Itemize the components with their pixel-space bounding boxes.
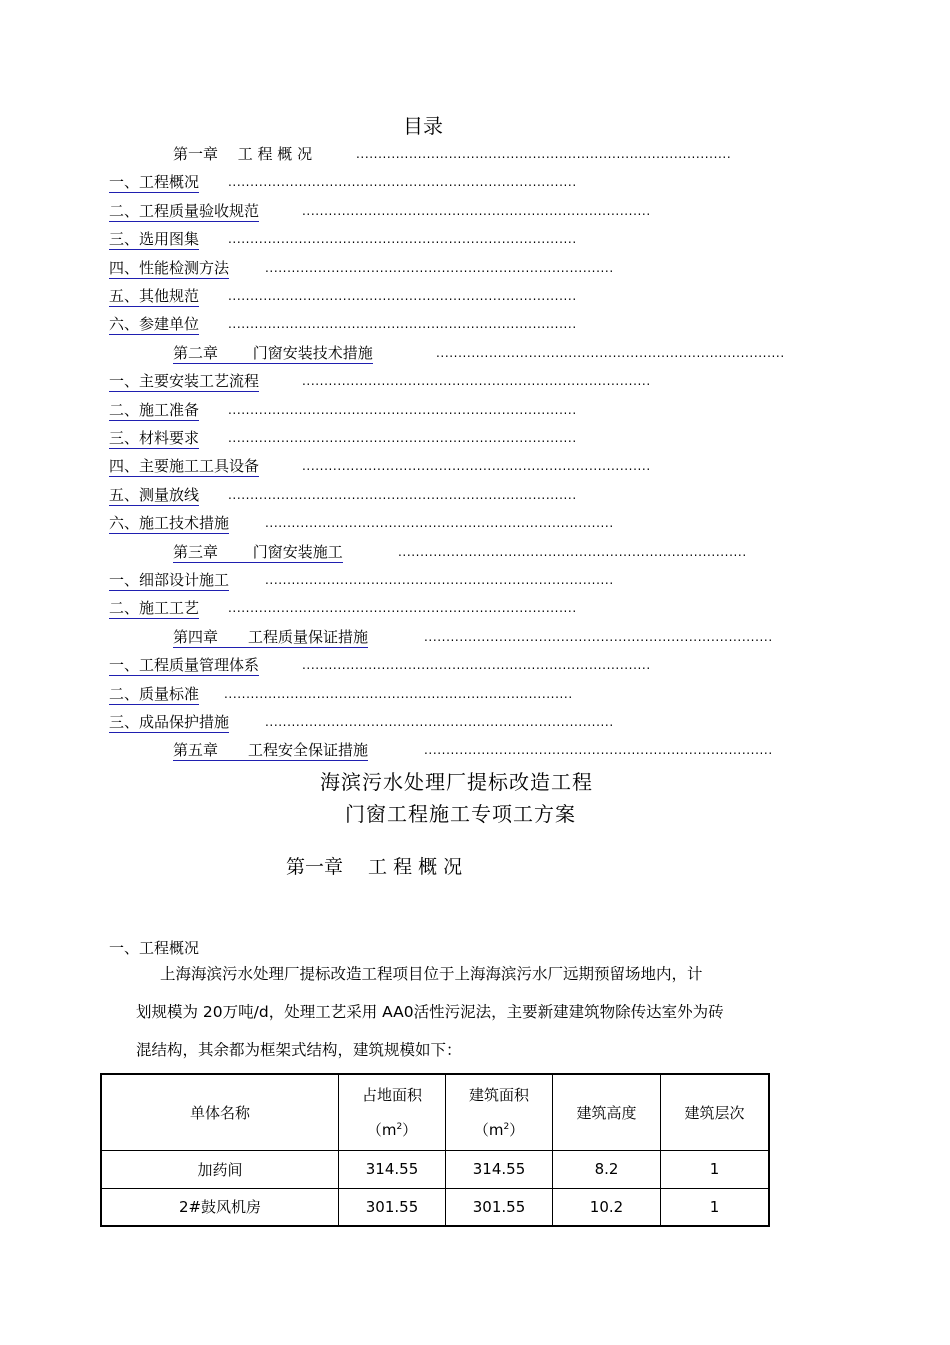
toc-leader-dots: ............................................................................... [302, 459, 651, 474]
paragraph-line: 划规模为 20万吨/d，处理工艺采用 AA0活性污泥法，主要新建建筑物除传达室外为砖 [136, 1003, 724, 1021]
chapter-heading: 第一章 工 程 概 况 [286, 856, 463, 878]
toc-leader-dots: ............................................................................... [265, 516, 614, 531]
toc-leader-dots: ............................................................................... [436, 345, 785, 360]
toc-link[interactable]: 第三章 门窗安装施工 [173, 542, 343, 561]
toc-leader-dots: ............................................................................... [228, 402, 577, 417]
toc-link[interactable]: 六、参建单位 [109, 315, 200, 334]
toc-link[interactable]: 第一章 工 程 概 况 [173, 145, 313, 163]
toc-section-entry[interactable] [109, 485, 577, 506]
header-land-area-unit: $(m^2)$ [366, 1121, 418, 1140]
toc-leader-dots: ............................................................................... [302, 203, 651, 218]
toc-link[interactable]: 三、选用图集 [109, 230, 200, 249]
cell-floor-area: 301.55 [446, 1188, 553, 1226]
header-floor-area [446, 1074, 553, 1150]
cell-land-area: 301.55 [339, 1188, 446, 1226]
toc-section-entry[interactable] [109, 457, 651, 477]
toc-leader-dots: ............................................................................... [228, 232, 577, 247]
cell-land-area: 314.55 [339, 1150, 446, 1188]
cell-height: 8.2 [553, 1150, 661, 1188]
paragraph-line: 混结构，其余都为框架式结构，建筑规模如下： [136, 1041, 462, 1059]
toc-section-entry[interactable] [109, 372, 651, 392]
toc-chapter-entry[interactable] [173, 741, 773, 761]
table-row [101, 1150, 769, 1188]
toc-link[interactable]: 五、其他规范 [109, 287, 200, 305]
cell-height: 10.2 [553, 1188, 661, 1226]
toc-link[interactable]: 五、测量放线 [109, 485, 200, 504]
toc-section-entry[interactable] [109, 571, 614, 591]
toc-section-entry[interactable] [109, 230, 577, 250]
toc-leader-dots: ............................................................................... [228, 317, 577, 332]
toc-leader-dots: ............................................................................... [228, 487, 577, 502]
cell-floors: 1 [661, 1188, 770, 1226]
toc-section-entry[interactable] [109, 258, 614, 279]
toc-section-entry[interactable] [109, 713, 614, 733]
toc-leader-dots: ............................................................................... [224, 686, 573, 701]
header-land-area [339, 1074, 446, 1150]
cell-floors: 1 [661, 1150, 770, 1188]
section-heading: 一、工程概况 [109, 939, 200, 957]
toc-leader-dots: ............................................................................... [228, 601, 577, 616]
toc-section-entry[interactable] [109, 287, 577, 307]
toc-section-entry[interactable] [109, 656, 651, 676]
toc-chapter-entry[interactable] [173, 343, 785, 364]
toc-leader-dots: ............................................................................... [265, 260, 614, 275]
toc-link[interactable]: 一、细部设计施工 [109, 571, 230, 589]
toc-link[interactable]: 三、成品保护措施 [109, 713, 230, 731]
toc-link[interactable]: 二、工程质量验收规范 [109, 201, 260, 220]
cell-name: 加药间 [101, 1150, 339, 1188]
toc-leader-dots: ............................................................................... [228, 175, 577, 190]
toc-link[interactable]: 二、质量标准 [109, 684, 200, 703]
toc-section-entry[interactable] [109, 429, 577, 449]
toc-chapter-entry[interactable] [173, 145, 732, 164]
toc-leader-dots: ..................................................................................... [356, 147, 732, 161]
toc-leader-dots: ............................................................................... [398, 544, 747, 559]
cell-name: 2#鼓风机房 [101, 1188, 339, 1226]
toc-section-entry[interactable] [109, 400, 577, 421]
toc-section-entry[interactable] [109, 173, 577, 193]
toc-link[interactable]: 第五章 工程安全保证措施 [173, 741, 369, 760]
toc-link[interactable]: 一、工程质量管理体系 [109, 656, 260, 675]
toc-chapter-entry[interactable] [173, 542, 747, 563]
toc-link[interactable]: 四、主要施工工具设备 [109, 457, 260, 476]
toc-leader-dots: ............................................................................... [265, 715, 614, 729]
document-title-line2: 门窗工程施工专项工方案 [345, 802, 576, 826]
toc-leader-dots: ............................................................................... [424, 743, 773, 758]
toc-chapter-entry[interactable] [173, 627, 773, 648]
toc-link[interactable]: 二、施工工艺 [109, 599, 200, 618]
toc-leader-dots: ............................................................................... [424, 629, 773, 644]
toc-leader-dots: ............................................................................... [302, 374, 651, 389]
toc-leader-dots: ............................................................................... [228, 289, 577, 303]
toc-leader-dots: ............................................................................... [302, 658, 651, 673]
toc-link[interactable]: 六、施工技术措施 [109, 514, 230, 533]
toc-section-entry[interactable] [109, 514, 614, 534]
header-name: 单体名称 [101, 1074, 339, 1150]
cell-floor-area: 314.55 [446, 1150, 553, 1188]
toc-section-entry[interactable] [109, 684, 573, 705]
header-floor-area-label: 建筑面积 [468, 1086, 529, 1105]
toc-title: 目录 [403, 114, 443, 138]
toc-section-entry[interactable] [109, 201, 651, 222]
toc-link[interactable]: 一、主要安装工艺流程 [109, 372, 260, 391]
header-floors: 建筑层次 [661, 1074, 770, 1150]
header-land-area-label: 占地面积 [361, 1086, 422, 1105]
toc-section-entry[interactable] [109, 315, 577, 335]
toc-link[interactable]: 第二章 门窗安装技术措施 [173, 343, 373, 362]
toc-leader-dots: ............................................................................... [228, 431, 577, 445]
toc-section-entry[interactable] [109, 599, 577, 619]
toc-link[interactable]: 三、材料要求 [109, 429, 200, 447]
toc-link[interactable]: 二、施工准备 [109, 400, 200, 419]
paragraph-line: 上海海滨污水处理厂提标改造工程项目位于上海海滨污水厂远期预留场地内，计 [160, 965, 703, 983]
building-scale-table [100, 1073, 770, 1227]
document-title-line1: 海滨污水处理厂提标改造工程 [320, 770, 593, 794]
table-row [101, 1188, 769, 1226]
header-floor-area-unit: $(m^2)$ [473, 1121, 525, 1140]
toc-link[interactable]: 第四章 工程质量保证措施 [173, 627, 369, 646]
toc-link[interactable]: 四、性能检测方法 [109, 258, 230, 277]
toc-link[interactable]: 一、工程概况 [109, 173, 200, 192]
table-header-row [101, 1074, 769, 1150]
header-height: 建筑高度 [553, 1074, 661, 1150]
toc-leader-dots: ............................................................................... [265, 573, 614, 587]
